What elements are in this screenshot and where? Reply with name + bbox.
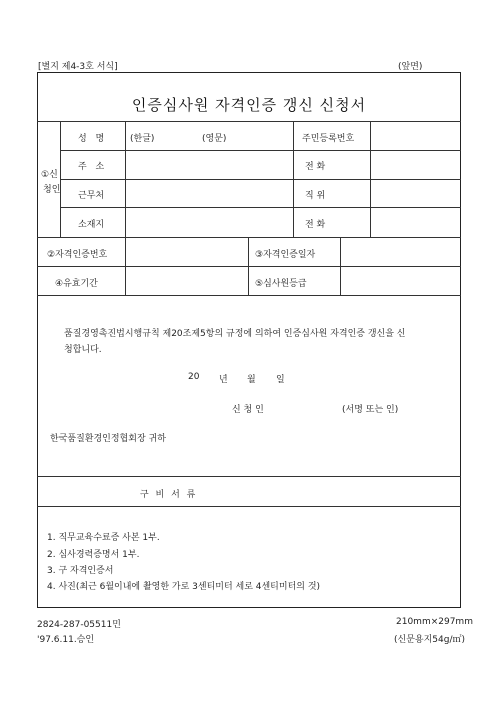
document-item: 3. 구 자격인증서 bbox=[47, 566, 114, 576]
divider bbox=[125, 121, 126, 237]
divider bbox=[37, 506, 461, 507]
form-code: 2824-287-05511민 bbox=[37, 620, 121, 630]
paper-type: (신문용지54g/㎡) bbox=[394, 635, 465, 645]
applicant-label: 신 청 인 bbox=[232, 405, 264, 415]
cert-number-label: ②자격인증번호 bbox=[47, 250, 108, 260]
divider bbox=[125, 237, 126, 295]
statement-text: 품질경영촉진법시행규칙 제20조제5항의 규정에 의하여 인증심사원 자격인증 갱신을 신 bbox=[64, 329, 406, 339]
applicant-group-label-cont: 청인 bbox=[43, 185, 61, 195]
grade-label: ⑤심사원등급 bbox=[255, 279, 307, 289]
divider bbox=[293, 121, 294, 237]
document-item: 2. 심사경력증명서 1부. bbox=[47, 550, 140, 560]
resident-id-label: 주민등록번호 bbox=[302, 134, 355, 144]
form-number: [별지 제4-3호 서식] bbox=[38, 62, 118, 72]
document-item: 1. 직무교육수료증 사본 1부. bbox=[47, 533, 160, 543]
divider bbox=[37, 121, 461, 122]
approval-date: '97.6.11.승인 bbox=[37, 635, 95, 645]
signature-label: (서명 또는 인) bbox=[342, 405, 399, 415]
documents-heading: 구 비 서 류 bbox=[140, 490, 198, 500]
divider bbox=[60, 207, 461, 208]
name-korean-label: (한글) bbox=[130, 134, 155, 144]
location-label: 소재지 bbox=[78, 220, 105, 230]
divider bbox=[60, 121, 61, 237]
divider bbox=[37, 266, 461, 267]
divider bbox=[37, 295, 461, 296]
address-label: 주 소 bbox=[78, 162, 108, 172]
position-label: 직 위 bbox=[305, 191, 326, 201]
name-label: 성 명 bbox=[78, 134, 108, 144]
document-item: 4. 사진(최근 6월이내에 촬영한 가로 3센티미터 세로 4센티미터의 것) bbox=[47, 582, 321, 592]
statement-text-cont: 청합니다. bbox=[64, 345, 102, 355]
divider bbox=[37, 237, 461, 238]
date-month-unit: 월 bbox=[247, 375, 256, 385]
name-english-label: (영문) bbox=[202, 134, 227, 144]
cert-date-label: ③자격인증일자 bbox=[255, 250, 316, 260]
divider bbox=[370, 121, 371, 237]
phone2-label: 전 화 bbox=[305, 220, 326, 230]
divider bbox=[60, 150, 461, 151]
divider bbox=[60, 179, 461, 180]
date-year-unit: 년 bbox=[219, 375, 228, 385]
divider bbox=[37, 476, 461, 477]
form-frame bbox=[37, 72, 461, 608]
applicant-group-label: ①신 bbox=[41, 170, 58, 180]
divider bbox=[248, 237, 249, 295]
recipient-text: 한국품질환경인정협회장 귀하 bbox=[50, 434, 166, 444]
divider bbox=[340, 237, 341, 295]
date-day-unit: 일 bbox=[276, 375, 285, 385]
paper-size: 210mm×297mm bbox=[396, 617, 473, 627]
validity-label: ④유효기간 bbox=[55, 279, 98, 289]
page-side-label: (앞면) bbox=[398, 62, 423, 72]
form-title: 인증심사원 자격인증 갱신 신청서 bbox=[131, 96, 367, 114]
phone-label: 전 화 bbox=[305, 162, 326, 172]
date-year: 20 bbox=[188, 372, 200, 382]
workplace-label: 근무처 bbox=[78, 191, 105, 201]
